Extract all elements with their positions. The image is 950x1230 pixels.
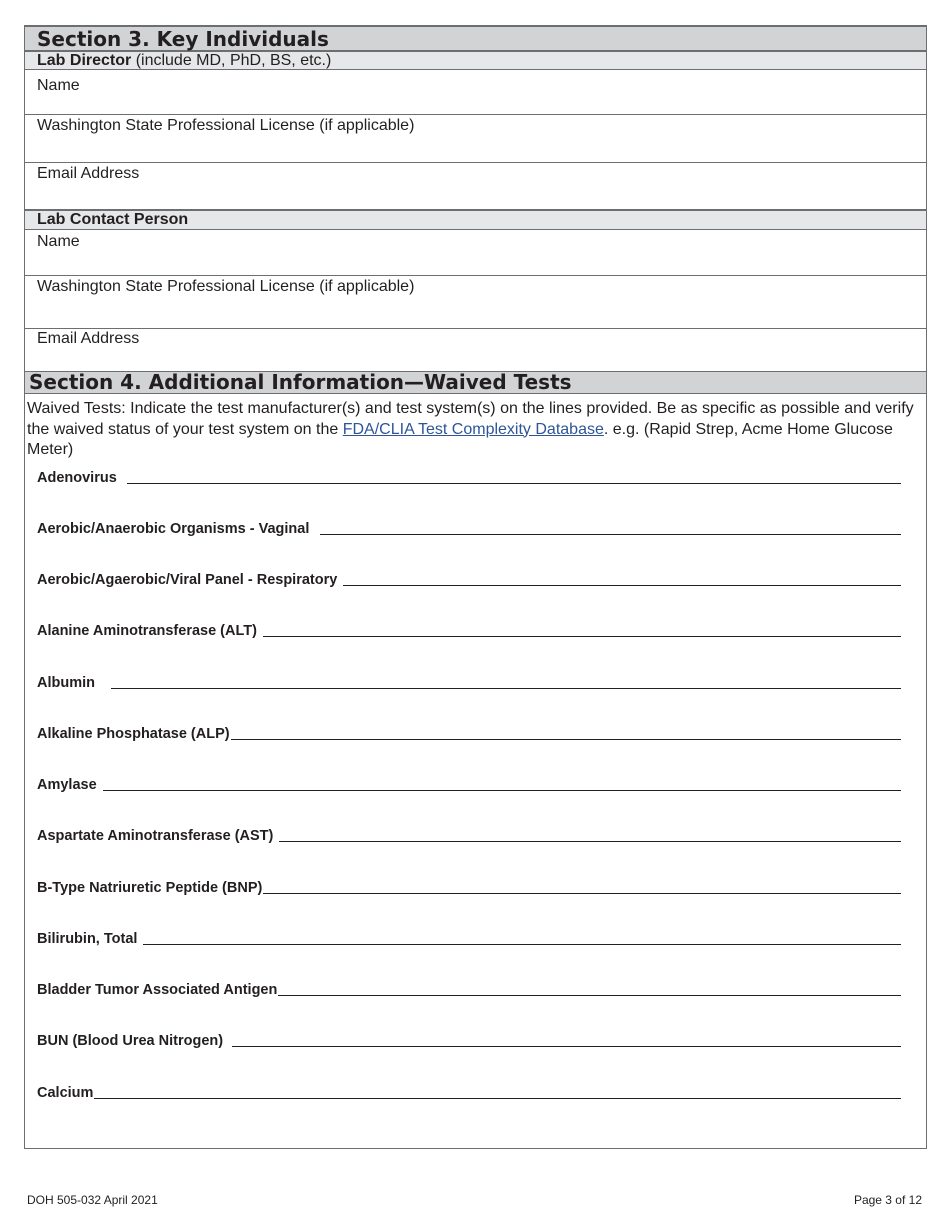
test-label: Bladder Tumor Associated Antigen	[37, 982, 278, 998]
test-entry-line[interactable]	[143, 943, 901, 945]
test-label: Aspartate Aminotransferase (AST)	[37, 828, 274, 844]
intro-text-end: . e.g. (Rapid Strep, Acme Home Glucose Meter)	[27, 420, 893, 458]
section-3-header	[25, 26, 926, 51]
test-entry-line[interactable]	[111, 687, 901, 689]
lab-director-header	[25, 51, 926, 70]
test-row-amylase[interactable]	[37, 777, 901, 793]
section-4-header	[25, 371, 926, 394]
test-entry-line[interactable]	[231, 738, 901, 740]
test-label: B-Type Natriuretic Peptide (BNP)	[37, 880, 263, 896]
field-label: Email Address	[37, 165, 140, 182]
test-entry-line[interactable]	[263, 892, 901, 894]
field-label: Name	[37, 77, 80, 94]
test-row-bun[interactable]	[37, 1033, 901, 1049]
test-entry-line[interactable]	[320, 533, 901, 535]
field-label: Name	[37, 233, 80, 250]
test-label: Aerobic/Anaerobic Organisms - Vaginal	[37, 521, 310, 537]
section-4-title: Section 4. Additional Information—Waived Tests	[29, 370, 572, 394]
page-number: Page 3 of 12	[853, 1193, 922, 1207]
test-row-bnp[interactable]	[37, 880, 901, 896]
test-entry-line[interactable]	[232, 1045, 901, 1047]
waived-tests-instructions	[27, 399, 922, 461]
lab-director-note: (include MD, PhD, BS, etc.)	[131, 52, 332, 69]
test-row-bladder-tumor-antigen[interactable]	[37, 982, 901, 998]
lab-director-license-field[interactable]	[25, 115, 926, 163]
field-label: Washington State Professional License (if applicable)	[37, 278, 415, 295]
test-label: Alkaline Phosphatase (ALP)	[37, 726, 230, 742]
field-label: Email Address	[37, 330, 140, 347]
test-entry-line[interactable]	[94, 1097, 901, 1099]
test-label: Adenovirus	[37, 470, 117, 486]
test-label: BUN (Blood Urea Nitrogen)	[37, 1033, 224, 1049]
lab-director-label: Lab Director	[37, 52, 132, 69]
test-label: Albumin	[37, 675, 95, 691]
test-entry-line[interactable]	[263, 635, 901, 637]
test-entry-line[interactable]	[127, 482, 901, 484]
lab-director-name-field[interactable]	[25, 70, 926, 115]
lab-contact-header	[25, 210, 926, 230]
section-3-title: Section 3. Key Individuals	[37, 27, 329, 51]
test-row-calcium[interactable]	[37, 1085, 901, 1101]
lab-director-email-field[interactable]	[25, 163, 926, 210]
test-label: Amylase	[37, 777, 97, 793]
test-row-alp[interactable]	[37, 726, 901, 742]
form-id: DOH 505-032 April 2021	[27, 1193, 158, 1207]
test-row-albumin[interactable]	[37, 675, 901, 691]
test-entry-line[interactable]	[279, 840, 901, 842]
test-entry-line[interactable]	[278, 994, 901, 996]
test-label: Alanine Aminotransferase (ALT)	[37, 623, 257, 639]
lab-contact-label: Lab Contact Person	[37, 211, 189, 228]
test-row-aerobic-anaerobic-vaginal[interactable]	[37, 521, 901, 537]
fda-clia-database-link[interactable]: FDA/CLIA Test Complexity Database	[342, 420, 604, 438]
test-row-adenovirus[interactable]	[37, 470, 901, 486]
lab-contact-license-field[interactable]	[25, 276, 926, 329]
test-entry-line[interactable]	[343, 584, 901, 586]
test-label: Bilirubin, Total	[37, 931, 138, 947]
form-frame	[24, 25, 927, 1149]
test-row-aerobic-viral-respiratory[interactable]	[37, 572, 901, 588]
test-label: Calcium	[37, 1085, 94, 1101]
test-label: Aerobic/Agaerobic/Viral Panel - Respiratory	[37, 572, 338, 588]
test-row-bilirubin-total[interactable]	[37, 931, 901, 947]
test-row-ast[interactable]	[37, 828, 901, 844]
test-row-alt[interactable]	[37, 623, 901, 639]
lab-contact-email-field[interactable]	[25, 329, 926, 371]
field-label: Washington State Professional License (if applicable)	[37, 117, 415, 134]
intro-text: Waived Tests: Indicate the test manufacturer(s) and test system(s) on the lines provided. Be as specific as possible and verify the waived status of your test system on the	[27, 400, 914, 438]
test-entry-line[interactable]	[103, 789, 901, 791]
lab-contact-name-field[interactable]	[25, 230, 926, 276]
